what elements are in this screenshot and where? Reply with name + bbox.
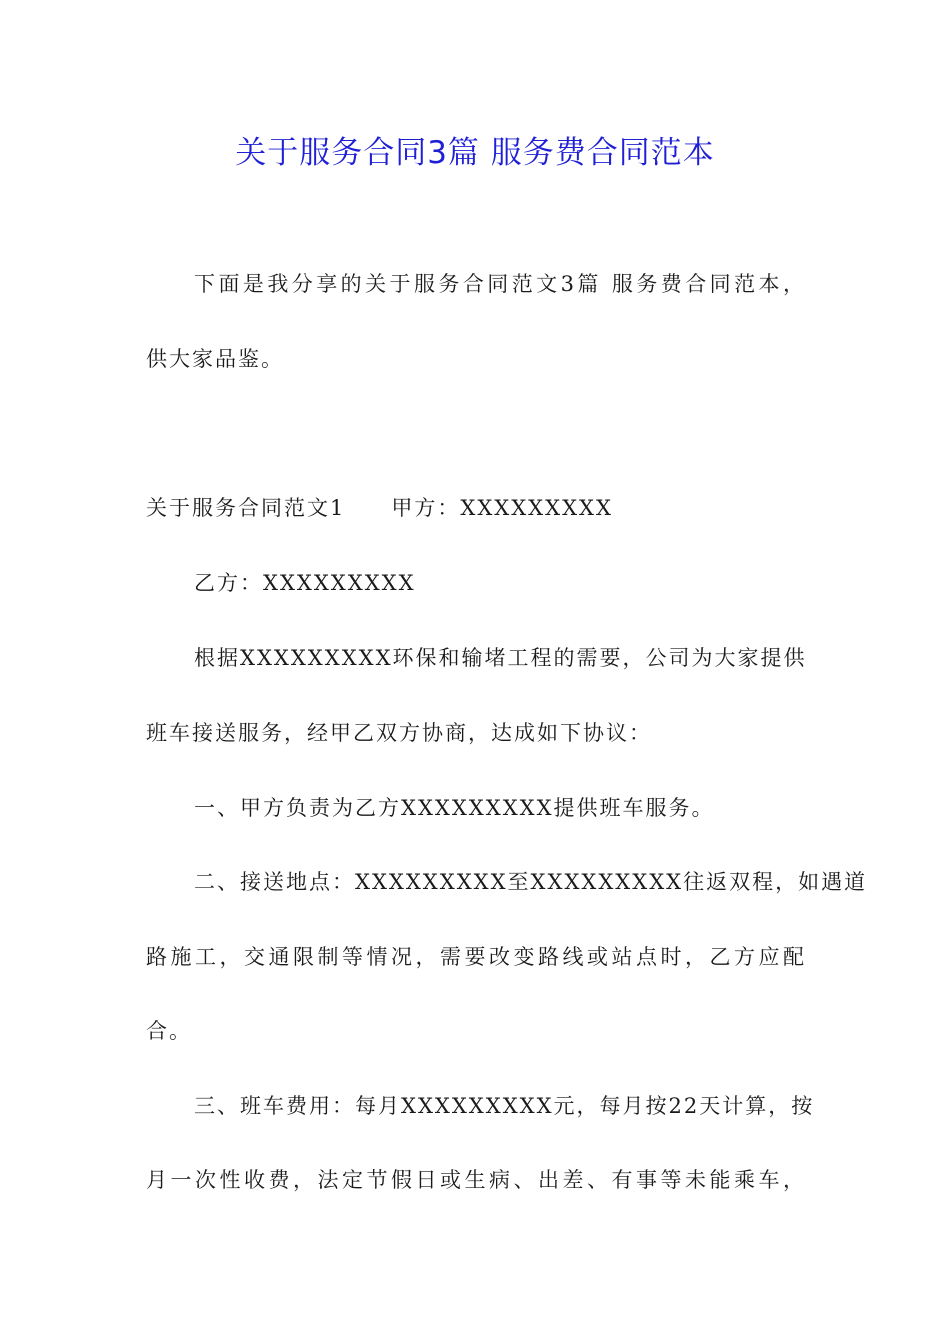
- item-2-line-2: 路施工，交通限制等情况，需要改变路线或站点时，乙方应配: [146, 945, 806, 969]
- item-2-line-3: 合。: [146, 1019, 192, 1043]
- paragraph-1-line-1: 根据XXXXXXXXX环保和输堵工程的需要，公司为大家提供: [194, 646, 807, 670]
- section-1-heading: 关于服务合同范文1: [146, 496, 346, 520]
- item-2-line-1: 二、接送地点：XXXXXXXXX至XXXXXXXXX往返双程，如遇道: [194, 870, 868, 894]
- item-1-line: 一、甲方负责为乙方XXXXXXXXX提供班车服务。: [194, 796, 715, 820]
- document-title: 关于服务合同3篇 服务费合同范本: [235, 135, 715, 171]
- item-3-line-1: 三、班车费用：每月XXXXXXXXX元，每月按22天计算，按: [194, 1094, 815, 1118]
- item-3-line-2: 月一次性收费，法定节假日或生病、出差、有事等未能乘车，: [146, 1168, 806, 1192]
- paragraph-1-line-2: 班车接送服务，经甲乙双方协商，达成如下协议：: [146, 721, 652, 745]
- section-1-party-a: 甲方：XXXXXXXXX: [391, 496, 613, 520]
- party-b-line: 乙方：XXXXXXXXX: [194, 571, 416, 595]
- intro-line-2: 供大家品鉴。: [146, 347, 284, 371]
- intro-line-1: 下面是我分享的关于服务合同范文3篇 服务费合同范本，: [194, 272, 806, 296]
- section-1-heading-line: [146, 492, 806, 524]
